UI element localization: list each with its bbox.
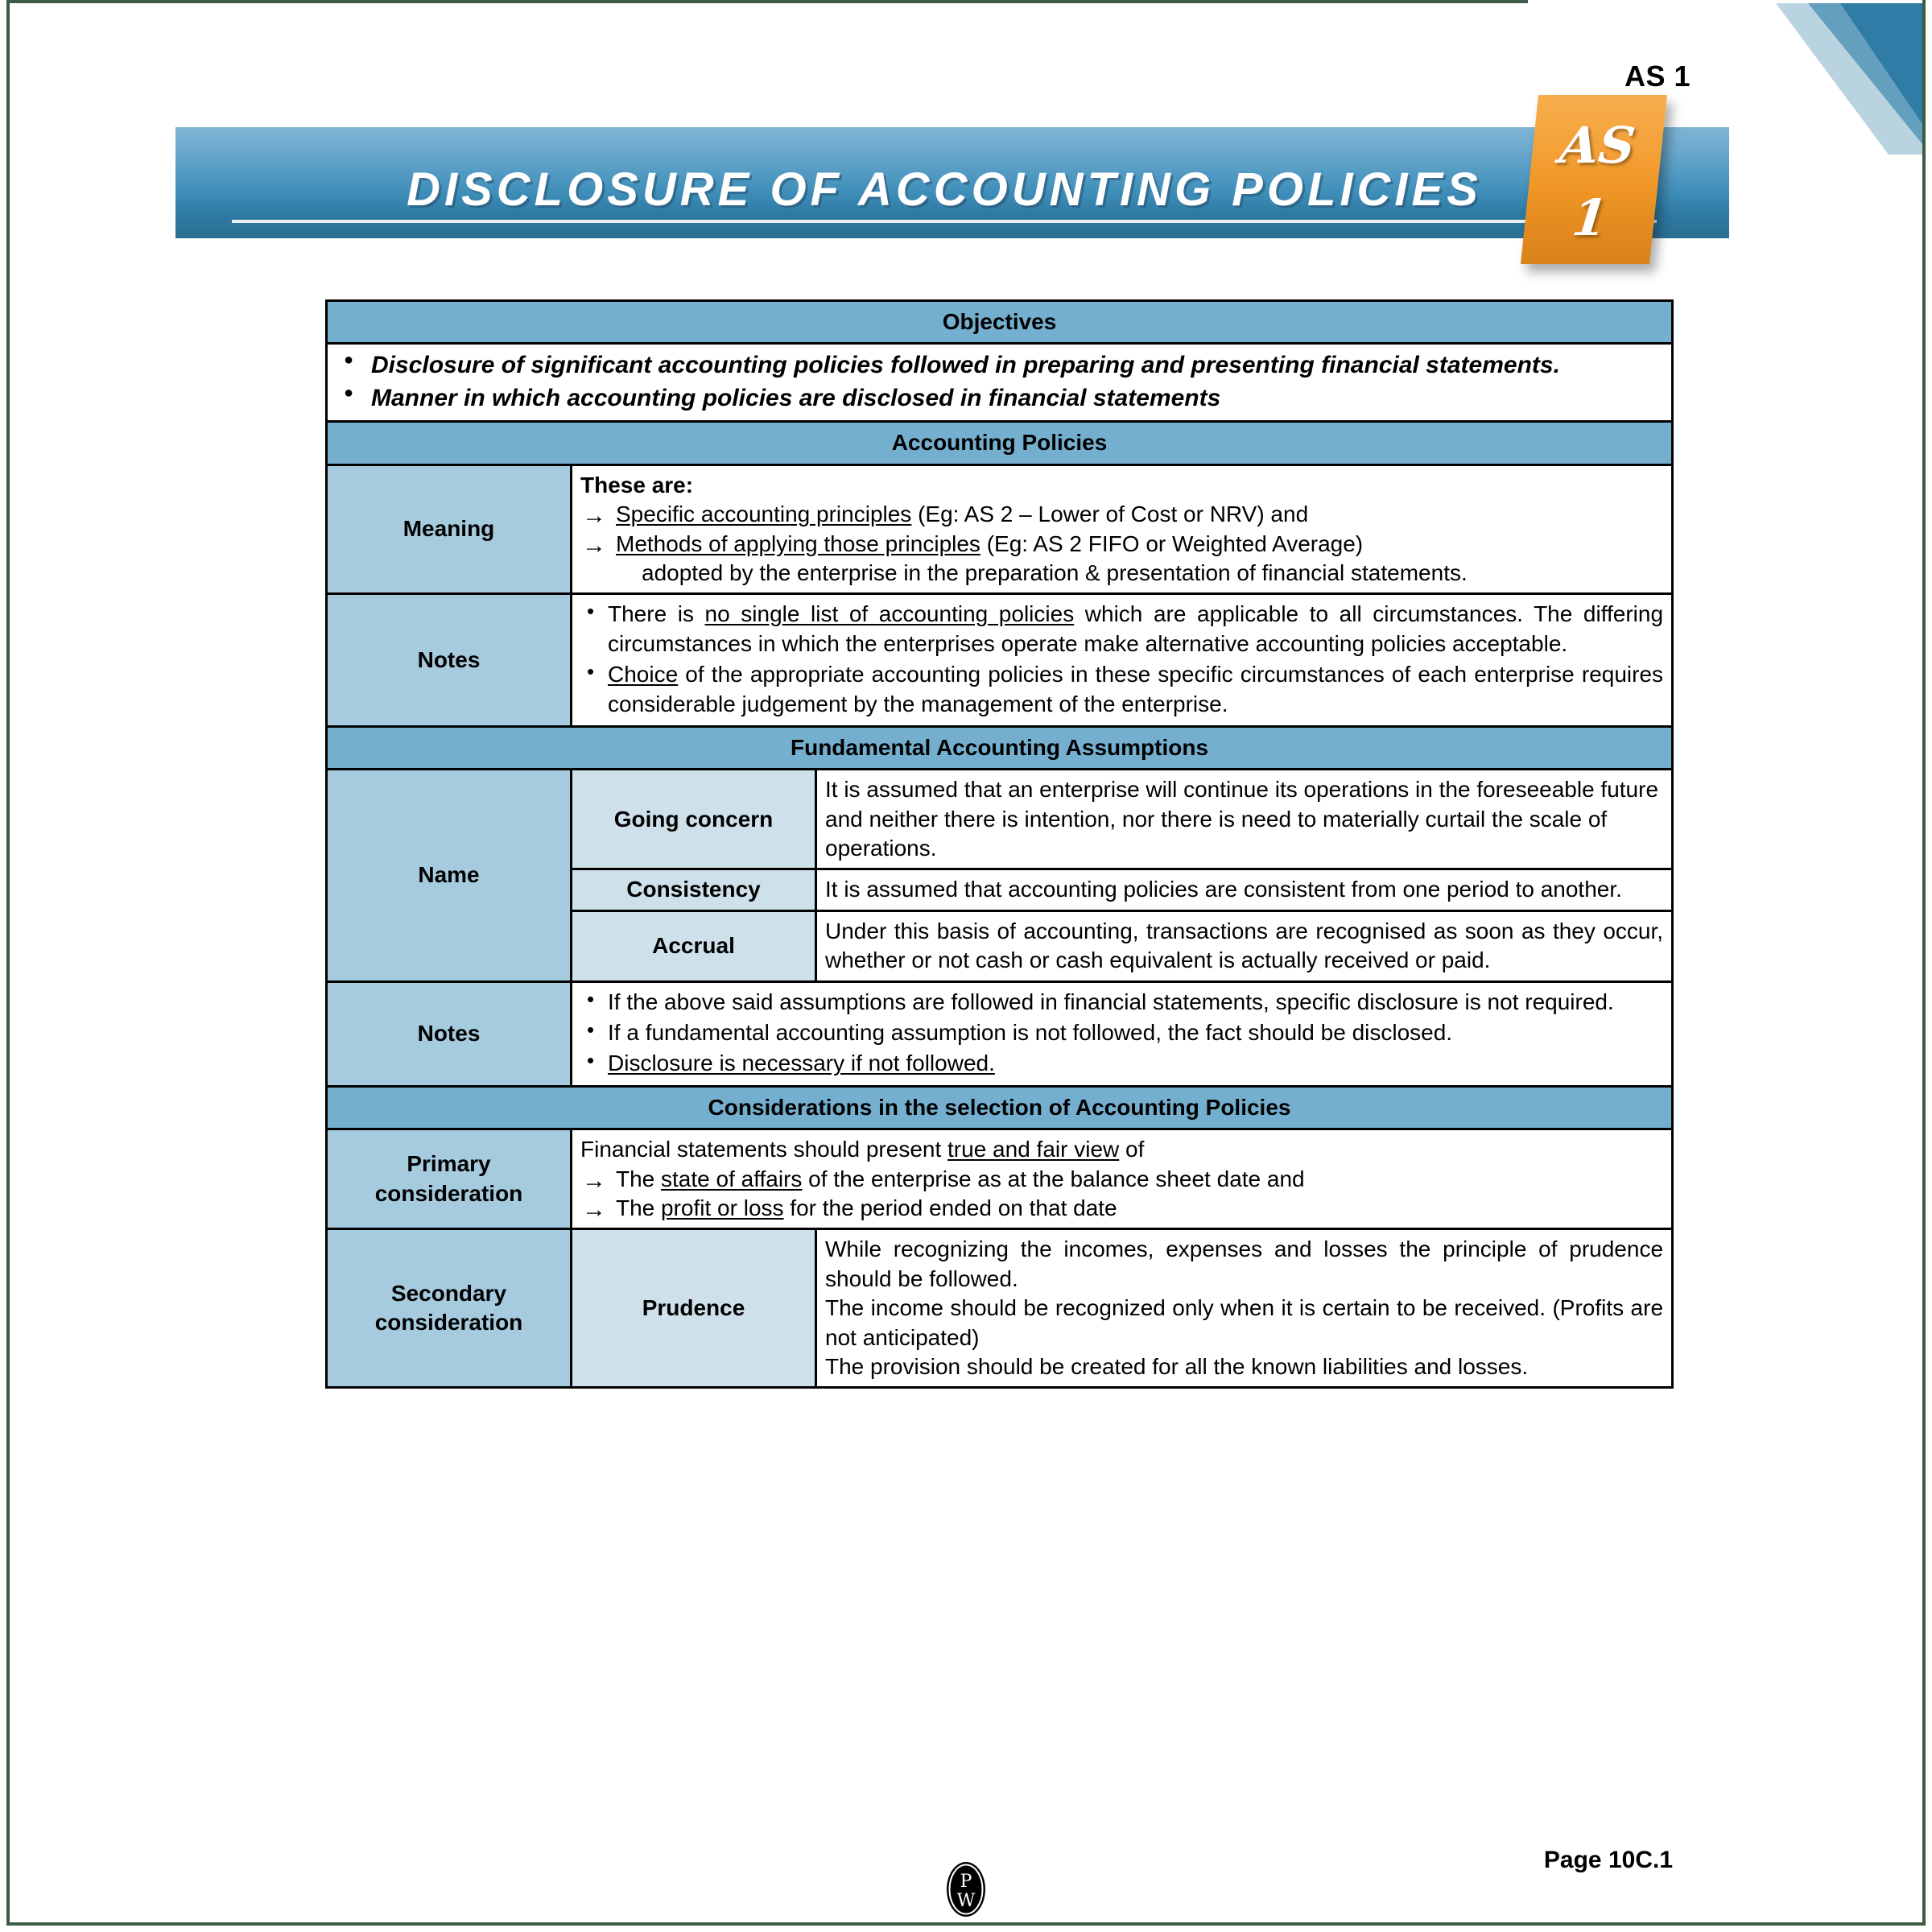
section-header-accounting-policies: Accounting Policies <box>327 422 1673 464</box>
primary-arrow-2-post: for the period ended on that date <box>783 1195 1117 1220</box>
objectives-cell <box>327 344 1673 422</box>
prudence-cell <box>816 1229 1673 1388</box>
assumption-text-accrual: Under this basis of accounting, transactions are recognised as soon as they occur, whether or not cash or cash equivalent is actually received or paid. <box>816 910 1673 981</box>
table-row <box>327 344 1673 422</box>
meaning-arrow-1-rest: (Eg: AS 2 – Lower of Cost or NRV) and <box>911 502 1309 527</box>
primary-line-1-underlined: true and fair view <box>947 1137 1120 1162</box>
meaning-arrow-1 <box>580 500 1663 529</box>
svg-text:P: P <box>960 1872 972 1892</box>
row-label-notes-assumptions: Notes <box>327 981 572 1086</box>
prudence-line-3: The provision should be created for all the known liabilities and losses. <box>825 1353 1529 1379</box>
section-header-objectives: Objectives <box>327 301 1673 344</box>
table-row <box>327 422 1673 464</box>
primary-arrow-1-underlined: state of affairs <box>661 1166 803 1191</box>
notes-assumptions-cell <box>572 981 1673 1086</box>
prudence-line-1: While recognizing the incomes, expenses and losses the principle of prudence should be followed. <box>825 1236 1664 1291</box>
assumption-name-going-concern: Going concern <box>572 770 816 869</box>
as-badge <box>1521 95 1667 264</box>
pw-logo-icon <box>936 1860 996 1919</box>
section-header-considerations: Considerations in the selection of Accounting Policies <box>327 1086 1673 1129</box>
notes-assumptions-list <box>580 988 1663 1079</box>
primary-arrow-2-pre: The <box>616 1195 662 1220</box>
meaning-arrow-2-cont: adopted by the enterprise in the preparation & presentation of financial statements. <box>642 559 1468 585</box>
as-number-label: AS 1 <box>1624 60 1690 93</box>
note1-underlined: no single list of accounting policies <box>704 601 1075 627</box>
objectives-list <box>336 349 1663 414</box>
note2-underlined: Choice <box>608 662 679 687</box>
list-item <box>580 600 1663 658</box>
meaning-cell <box>572 464 1673 594</box>
list-item <box>580 660 1663 719</box>
assumption-name-consistency: Consistency <box>572 869 816 910</box>
secondary-sub-label-prudence: Prudence <box>572 1229 816 1388</box>
content-table <box>325 299 1674 1389</box>
meaning-arrow-2 <box>580 530 1663 559</box>
page-title: DISCLOSURE OF ACCOUNTING POLICIES <box>232 163 1657 223</box>
note2-post: of the appropriate accounting policies in these specific circumstances of each enterprise requires considerable judgement by the management of the enterprise. <box>608 662 1664 716</box>
assumption-name-accrual: Accrual <box>572 910 816 981</box>
meaning-intro: These are: <box>580 472 694 497</box>
assumption-text-going-concern: It is assumed that an enterprise will continue its operations in the foreseeable future and neither there is intention, nor there is need to materially curtail the scale of operations. <box>816 770 1673 869</box>
page-number: Page 10C.1 <box>1543 1847 1673 1873</box>
primary-arrow-2-underlined: profit or loss <box>661 1195 784 1220</box>
note1-pre: There is <box>608 601 705 627</box>
meaning-arrow-2-underlined: Methods of applying those principles <box>616 530 980 556</box>
notes-assumptions-underlined: Disclosure is necessary if not followed. <box>608 1051 995 1076</box>
primary-arrow-1-pre: The <box>616 1166 662 1191</box>
table-row <box>327 981 1673 1086</box>
table-row <box>327 726 1673 769</box>
list-item: • If the above said assumptions are followed in financial statements, specific disclosure is not required. <box>580 988 1663 1017</box>
list-item: • If a fundamental accounting assumption is not followed, the fact should be disclosed. <box>580 1018 1663 1047</box>
as-badge-label: AS <box>1557 116 1638 175</box>
section-header-assumptions: Fundamental Accounting Assumptions <box>327 726 1673 769</box>
page-border-top <box>6 0 1528 3</box>
table-row <box>327 464 1673 594</box>
primary-line-1-pre: Financial statements should present <box>580 1137 948 1162</box>
primary-line-1 <box>580 1135 1663 1164</box>
row-label-name: Name <box>327 770 572 981</box>
row-label-notes-policies: Notes <box>327 594 572 727</box>
row-label-primary-consideration: Primary consideration <box>327 1129 572 1229</box>
list-item: ● Disclosure of significant accounting policies followed in preparing and presenting financial statements. <box>336 349 1663 381</box>
primary-consideration-cell <box>572 1129 1673 1229</box>
table-row <box>327 1086 1673 1129</box>
table-row <box>327 1129 1673 1229</box>
title-banner <box>175 127 1729 238</box>
meaning-arrow-1-underlined: Specific accounting principles <box>616 502 912 527</box>
list-item <box>580 1049 1663 1078</box>
assumption-text-consistency: It is assumed that accounting policies are consistent from one period to another. <box>816 869 1673 910</box>
as-badge-number: 1 <box>1569 188 1611 247</box>
primary-line-1-post: of <box>1119 1137 1145 1162</box>
svg-text:W: W <box>956 1891 976 1911</box>
corner-decoration-icon <box>1719 3 1922 155</box>
prudence-line-2: The income should be recognized only when it is certain to be received. (Profits are not anticipated) <box>825 1295 1664 1350</box>
table-row <box>327 301 1673 344</box>
note1-post: which are applicable to all circumstances. The differing circumstances in which the enterprises operate make alternative accounting policies acceptable. <box>608 601 1664 656</box>
meaning-arrow-2-rest: (Eg: AS 2 FIFO or Weighted Average) <box>980 530 1364 556</box>
list-item: ● Manner in which accounting policies are disclosed in financial statements <box>336 382 1663 414</box>
notes-policies-cell <box>572 594 1673 727</box>
table-row <box>327 1229 1673 1388</box>
primary-arrow-1 <box>580 1165 1663 1194</box>
primary-arrow-1-post: of the enterprise as at the balance sheet date and <box>802 1166 1305 1191</box>
row-label-meaning: Meaning <box>327 464 572 594</box>
row-label-secondary-consideration: Secondary consideration <box>327 1229 572 1388</box>
table-row <box>327 594 1673 727</box>
table-row <box>327 770 1673 869</box>
primary-arrow-2 <box>580 1194 1663 1223</box>
notes-policies-list <box>580 600 1663 719</box>
